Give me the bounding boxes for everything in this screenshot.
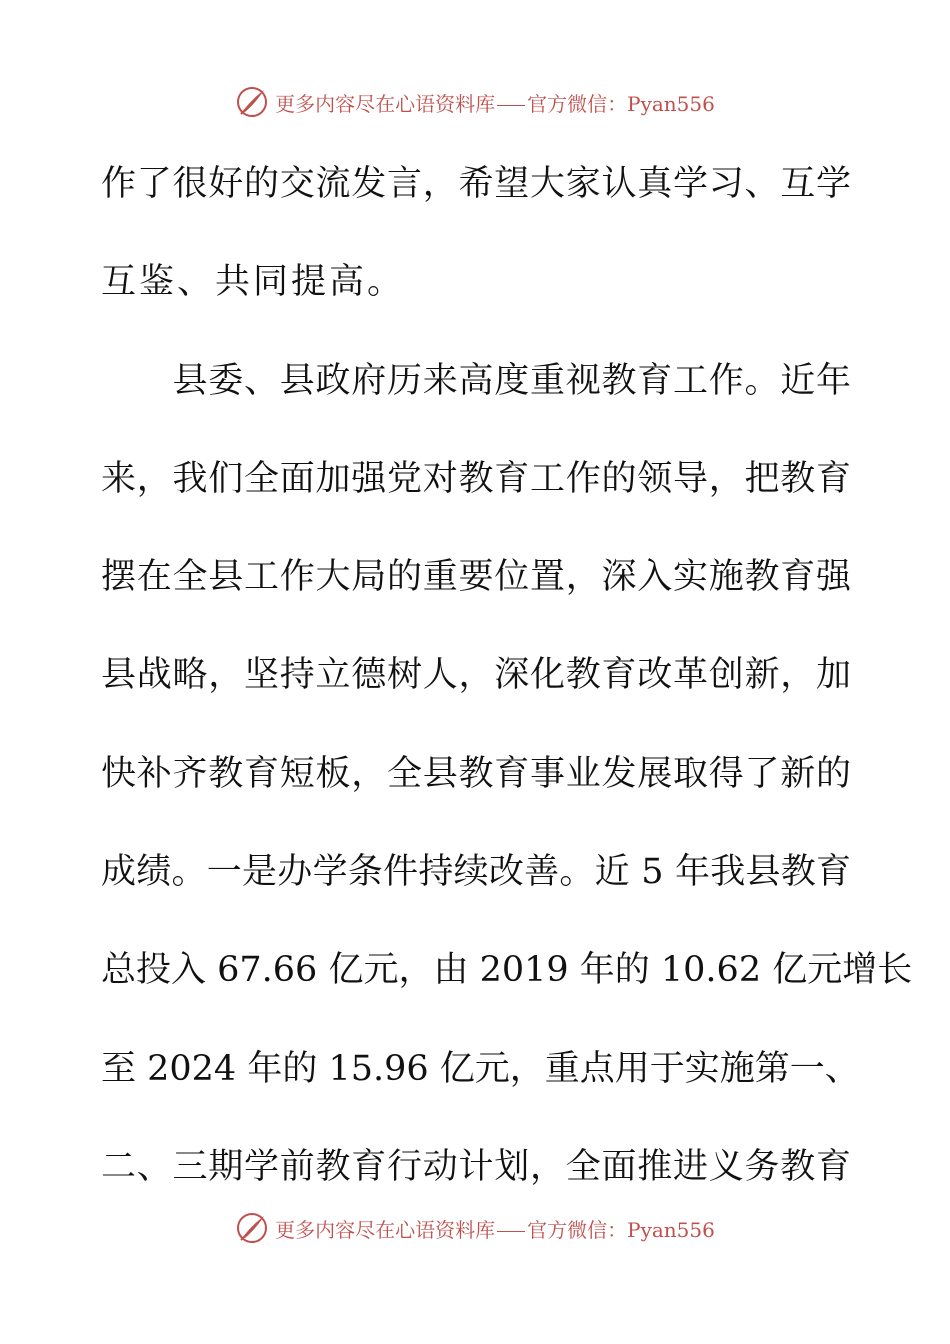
text-line: 总投入 67.66 亿元，由 2019 年的 10.62 亿元增长 bbox=[101, 950, 913, 991]
quill-pen-logo-icon bbox=[235, 1211, 269, 1245]
text-line: 成绩。一是办学条件持续改善。近 5 年我县教育 bbox=[101, 852, 851, 893]
text-line: 县战略，坚持立德树人，深化教育改革创新，加 bbox=[101, 655, 851, 696]
text-line: 互鉴、共同提高。 bbox=[101, 262, 406, 303]
watermark-brand: 更多内容尽在心语资料库 bbox=[275, 91, 496, 116]
watermark-wechat-id: Pyan556 bbox=[627, 91, 715, 116]
watermark-text bbox=[275, 1214, 715, 1243]
watermark-brand: 更多内容尽在心语资料库 bbox=[275, 1217, 496, 1242]
text-line: 摆在全县工作大局的重要位置，深入实施教育强 bbox=[101, 557, 851, 598]
text-line: 至 2024 年的 15.96 亿元，重点用于实施第一、 bbox=[101, 1048, 860, 1089]
watermark-official-label: 官方微信： bbox=[527, 1217, 628, 1242]
watermark-official-label: 官方微信： bbox=[527, 91, 628, 116]
text-line: 来，我们全面加强党对教育工作的领导，把教育 bbox=[101, 458, 851, 499]
text-line: 作了很好的交流发言，希望大家认真学习、互学 bbox=[101, 164, 851, 204]
text-line: 二、三期学前教育行动计划，全面推进义务教育 bbox=[101, 1146, 851, 1187]
watermark-separator bbox=[497, 1231, 525, 1232]
header-watermark bbox=[0, 82, 950, 122]
document-body bbox=[101, 135, 913, 1216]
quill-pen-logo-icon bbox=[235, 85, 269, 119]
watermark-wechat-id: Pyan556 bbox=[627, 1217, 715, 1242]
watermark-text bbox=[275, 88, 715, 117]
text-line: 县委、县政府历来高度重视教育工作。近年 bbox=[101, 360, 851, 401]
watermark-separator bbox=[497, 105, 525, 106]
footer-watermark bbox=[0, 1208, 950, 1248]
text-line: 快补齐教育短板，全县教育事业发展取得了新的 bbox=[101, 753, 851, 794]
